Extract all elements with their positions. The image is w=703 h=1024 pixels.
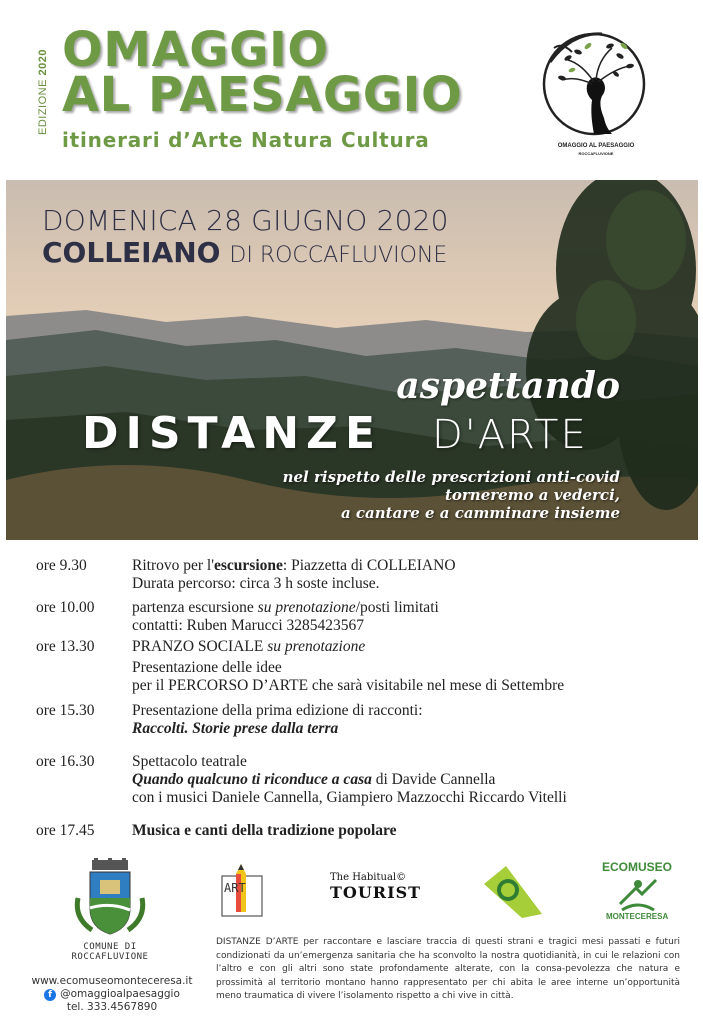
ecomuseo-logo: ECOMUSEO MONTECERESA — [602, 860, 673, 921]
ecomuseo-figure-icon — [616, 874, 660, 912]
footnote-paragraph — [216, 936, 680, 1004]
svg-text:ART: ART — [224, 881, 246, 895]
program-time: ore 10.00 — [36, 599, 95, 616]
comune-crest-icon — [72, 858, 148, 942]
page-title — [62, 22, 463, 123]
logo-caption: OMAGGIO AL PAESAGGIO ROCCAFLUVIONE — [557, 143, 635, 156]
program-time: ore 15.30 — [36, 702, 95, 719]
distanze-text: DISTANZE — [82, 408, 383, 459]
footnote-body: per raccontare e lasciare traccia di questi strani e tragici mesi passati e futuri condizionati da un’emergenza sanitaria che ha sconvolto la nostra quotidianità, in cui le relazioni con l’altro e con gli altri sono state profondamente alterate, con la consa-pevolezza che natura e prossimità al territorio montano hanno rappresentato per chi abita le aree interne un’opportunità meno traumatica di vivere l’isolamento rispetto a chi vive in città. — [216, 937, 680, 1001]
aspettando-text: aspettando — [396, 365, 620, 407]
hero-banner — [6, 180, 698, 540]
event-date: DOMENICA 28 GIUGNO 2020 — [42, 204, 449, 237]
edition-year: 2020 — [37, 49, 49, 76]
event-place — [42, 236, 447, 269]
art-pencil-logo — [216, 862, 268, 920]
program-time: ore 17.45 — [36, 822, 95, 839]
place-name: COLLEIANO — [42, 236, 221, 269]
darte-text: D'ARTE — [432, 412, 588, 458]
page-subtitle: itinerari d’Arte Natura Cultura — [62, 128, 430, 152]
program-time: ore 16.30 — [36, 753, 95, 770]
title-line-1: OMAGGIO — [62, 22, 329, 78]
program-time: ore 9.30 — [36, 557, 87, 574]
website-link[interactable]: www.ecomuseomonteceresa.it — [31, 975, 193, 987]
footnote-lead: DISTANZE D’ARTE — [216, 937, 299, 947]
contacts — [22, 975, 202, 1014]
facebook-handle[interactable]: @omaggioalpaesaggio — [60, 988, 180, 1000]
place-suffix: DI ROCCAFLUVIONE — [229, 243, 448, 268]
green-leaf-logo — [482, 864, 544, 920]
phone-number: tel. 333.4567890 — [66, 1001, 158, 1013]
title-line-2: AL PAESAGGIO — [62, 67, 463, 123]
edition-label — [34, 38, 48, 148]
facebook-icon: f — [44, 989, 56, 1001]
hero-note: nel rispetto delle prescrizioni anti-covid torneremo a vederci, a cantare e a camminare insieme — [282, 468, 620, 522]
habitual-tourist-logo: The Habitual© TOURIST — [330, 872, 422, 902]
comune-label: COMUNE DI ROCCAFLUVIONE — [71, 942, 149, 962]
edition-prefix: EDIZIONE — [37, 79, 49, 135]
program-time: ore 13.30 — [36, 638, 95, 655]
